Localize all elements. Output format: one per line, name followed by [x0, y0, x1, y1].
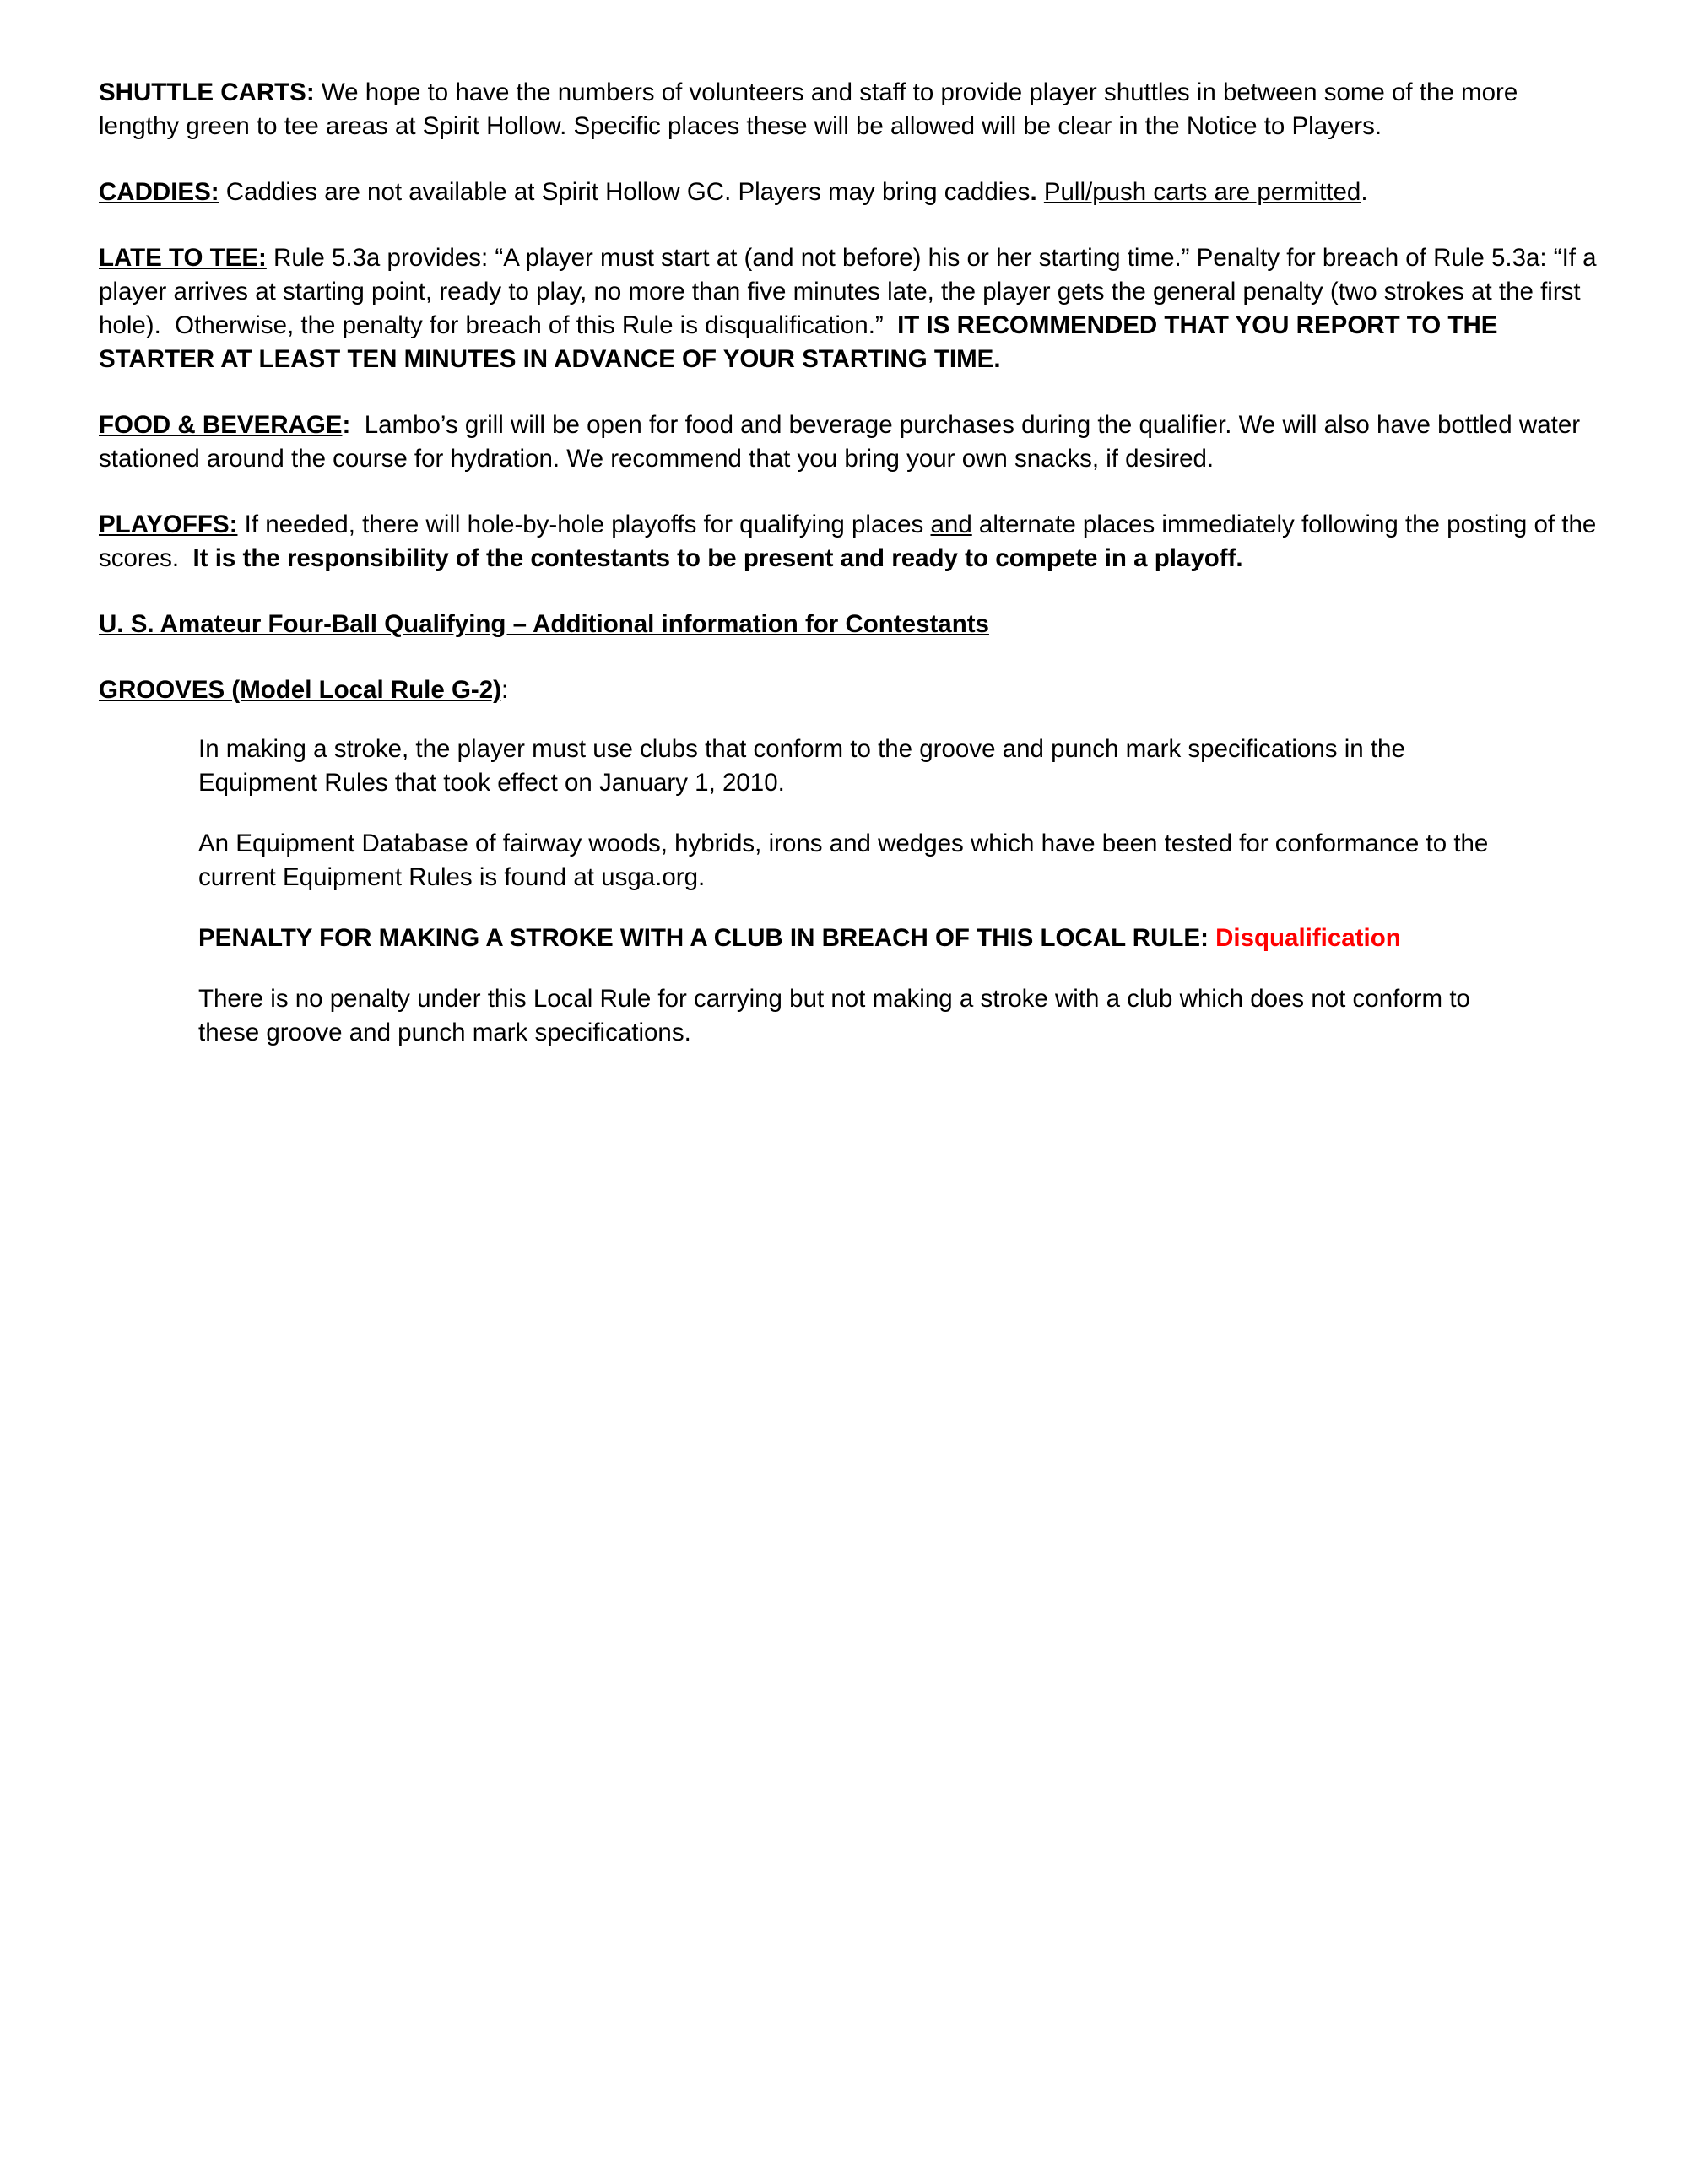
playoffs-heading: PLAYOFFS:: [99, 511, 238, 538]
late-to-tee-paragraph: [99, 241, 1604, 376]
late-to-tee-text: Rule 5.3a provides: “A player must start at (and not before) his or her starting time.” Penalty for breach of Rule 5.3a: “If a player arrives at starting point, ready to play, no more than five minutes late, the player gets the general penalty (two strokes at the first hole). Otherwise, the penalty for breach of this Rule is disqualification.”: [99, 244, 1604, 339]
grooves-paragraph-3: There is no penalty under this Local Rule for carrying but not making a stroke with a club which does not conform to these groove and punch mark specifications.: [198, 985, 1470, 1046]
caddies-paragraph: [99, 176, 1601, 209]
shuttle-carts-heading: SHUTTLE CARTS:: [99, 78, 315, 106]
grooves-paragraph-1: In making a stroke, the player must use clubs that conform to the groove and punch mark specifications in the Equipment Rules that took effect on January 1, 2010.: [198, 735, 1405, 797]
playoffs-responsibility: It is the responsibility of the contestants to be present and ready to compete in a playoff.: [192, 544, 1243, 572]
caddies-bold-period: .: [1030, 178, 1044, 206]
late-to-tee-recommendation: IT IS RECOMMENDED THAT YOU REPORT TO THE STARTER AT LEAST TEN MINUTES IN ADVANCE OF YOUR STARTING TIME.: [99, 311, 1498, 373]
playoffs-text-b: alternate places immediately following the posting of the scores.: [99, 511, 1604, 572]
grooves-paragraph-2: An Equipment Database of fairway woods, hybrids, irons and wedges which have been tested for conformance to the current Equipment Rules is found at usga.org.: [198, 830, 1489, 891]
food-beverage-paragraph: [99, 408, 1601, 476]
food-beverage-colon: :: [342, 411, 351, 439]
caddies-end: .: [1361, 178, 1368, 206]
playoffs-text-a: If needed, there will hole-by-hole playoffs for qualifying places: [237, 511, 931, 538]
grooves-heading-line: [99, 673, 1601, 707]
shuttle-carts-text: We hope to have the numbers of volunteers and staff to provide player shuttles in between some of the more lengthy green to tee areas at Spirit Hollow. Specific places these will be allowed will be clear in the Notice to Players.: [99, 78, 1518, 140]
grooves-penalty-label: PENALTY FOR MAKING A STROKE WITH A CLUB IN BREACH OF THIS LOCAL RULE:: [198, 924, 1216, 952]
grooves-colon: :: [500, 676, 509, 704]
section-title: [99, 608, 1601, 641]
caddies-carts-permitted: Pull/push carts are permitted: [1043, 178, 1361, 206]
food-beverage-heading: FOOD & BEVERAGE: [99, 411, 343, 439]
playoffs-and: and: [930, 511, 972, 538]
playoffs-paragraph: [99, 508, 1604, 576]
grooves-heading: GROOVES (Model Local Rule G-2): [99, 676, 501, 704]
document-page: [99, 76, 1604, 1077]
caddies-heading: CADDIES:: [99, 178, 219, 206]
food-beverage-text: Lambo’s grill will be open for food and beverage purchases during the qualifier. We will also have bottled water stationed around the course for hydration. We recommend that you bring your own snacks, if desired.: [99, 411, 1588, 473]
late-to-tee-heading: LATE TO TEE:: [99, 244, 267, 272]
grooves-penalty-line: [198, 922, 1515, 955]
grooves-body: [198, 733, 1515, 1050]
shuttle-carts-paragraph: [99, 76, 1601, 143]
grooves-penalty-value: Disqualification: [1215, 924, 1401, 952]
caddies-text: Caddies are not available at Spirit Hollow GC. Players may bring caddies: [219, 178, 1031, 206]
section-title-text: U. S. Amateur Four-Ball Qualifying – Additional information for Contestants: [99, 610, 989, 638]
